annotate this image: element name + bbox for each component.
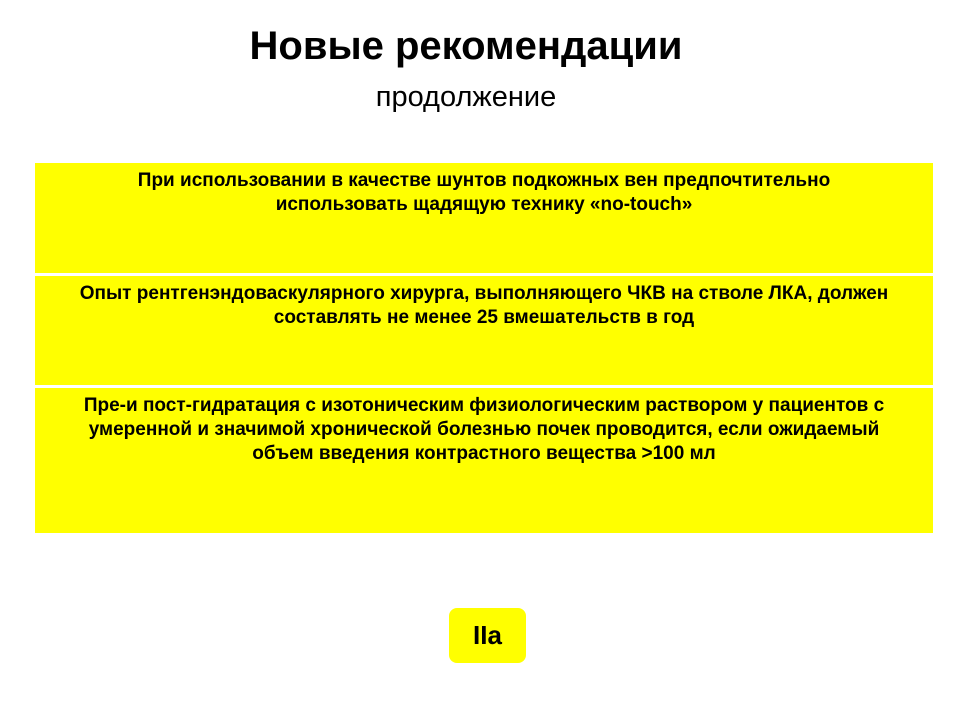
page-title: Новые рекомендации — [249, 24, 683, 68]
recommendation-class-badge: IIa — [449, 608, 526, 663]
recommendation-row-2: Опыт рентгенэндоваскулярного хирурга, выполняющего ЧКВ на стволе ЛКА, должен составлять не менее 25 вмешательств в год — [35, 276, 933, 388]
recommendation-row-1: При использовании в качестве шунтов подкожных вен предпочтительно использовать щадящую технику «no-touch» — [35, 163, 933, 276]
recommendation-row-3: Пре-и пост-гидратация с изотоническим физиологическим раствором у пациентов с умеренной и значимой хронической болезнью почек проводится, если ожидаемый объем введения контрастного вещества >100 мл — [35, 388, 933, 533]
recommendations-table — [35, 163, 933, 533]
page-subtitle: продолжение — [375, 81, 557, 113]
